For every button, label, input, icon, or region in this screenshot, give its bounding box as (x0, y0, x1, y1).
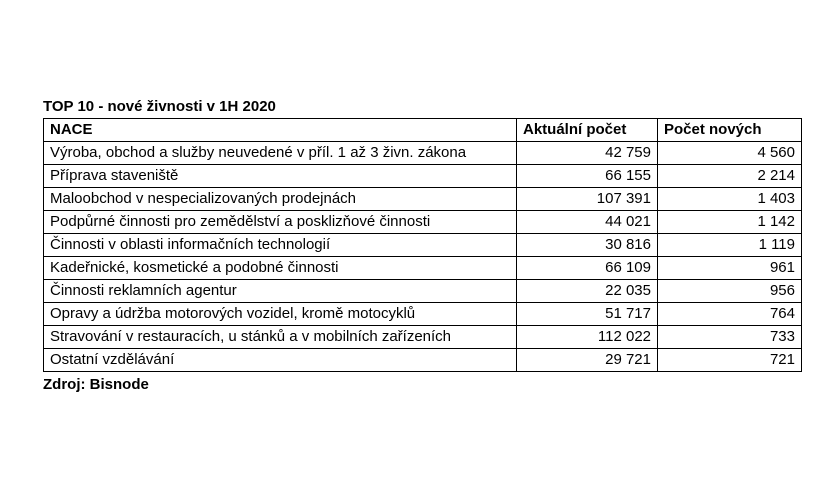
current-count-cell: 112 022 (517, 326, 658, 349)
current-count-cell: 107 391 (517, 188, 658, 211)
new-count-cell: 1 403 (658, 188, 802, 211)
header-nace: NACE (44, 119, 517, 142)
new-count-cell: 733 (658, 326, 802, 349)
nace-cell: Činnosti reklamních agentur (44, 280, 517, 303)
nace-cell: Výroba, obchod a služby neuvedené v příl. 1 až 3 živn. zákona (44, 142, 517, 165)
table-row (44, 257, 802, 280)
table-row (44, 349, 802, 372)
header-current-count: Aktuální počet (517, 119, 658, 142)
nace-cell: Činnosti v oblasti informačních technologií (44, 234, 517, 257)
table-row (44, 211, 802, 234)
new-count-cell: 956 (658, 280, 802, 303)
new-count-cell: 721 (658, 349, 802, 372)
new-count-cell: 2 214 (658, 165, 802, 188)
new-count-cell: 961 (658, 257, 802, 280)
new-count-cell: 1 119 (658, 234, 802, 257)
new-count-cell: 764 (658, 303, 802, 326)
current-count-cell: 66 155 (517, 165, 658, 188)
table-row (44, 188, 802, 211)
table-row (44, 326, 802, 349)
current-count-cell: 29 721 (517, 349, 658, 372)
nace-cell: Podpůrné činnosti pro zemědělství a posklizňové činnosti (44, 211, 517, 234)
table-row (44, 303, 802, 326)
header-new-count: Počet nových (658, 119, 802, 142)
nace-table (43, 118, 802, 372)
table-row (44, 165, 802, 188)
table-row (44, 142, 802, 165)
nace-cell: Maloobchod v nespecializovaných prodejnách (44, 188, 517, 211)
table-title: TOP 10 - nové živnosti v 1H 2020 (43, 98, 276, 115)
source-note: Zdroj: Bisnode (43, 376, 149, 393)
nace-cell: Příprava staveniště (44, 165, 517, 188)
new-count-cell: 1 142 (658, 211, 802, 234)
current-count-cell: 30 816 (517, 234, 658, 257)
table-row (44, 234, 802, 257)
current-count-cell: 51 717 (517, 303, 658, 326)
nace-cell: Opravy a údržba motorových vozidel, kromě motocyklů (44, 303, 517, 326)
nace-cell: Kadeřnické, kosmetické a podobné činnosti (44, 257, 517, 280)
current-count-cell: 42 759 (517, 142, 658, 165)
current-count-cell: 44 021 (517, 211, 658, 234)
table-header-row (44, 119, 802, 142)
nace-cell: Ostatní vzdělávání (44, 349, 517, 372)
table-row (44, 280, 802, 303)
current-count-cell: 66 109 (517, 257, 658, 280)
nace-cell: Stravování v restauracích, u stánků a v mobilních zařízeních (44, 326, 517, 349)
new-count-cell: 4 560 (658, 142, 802, 165)
current-count-cell: 22 035 (517, 280, 658, 303)
